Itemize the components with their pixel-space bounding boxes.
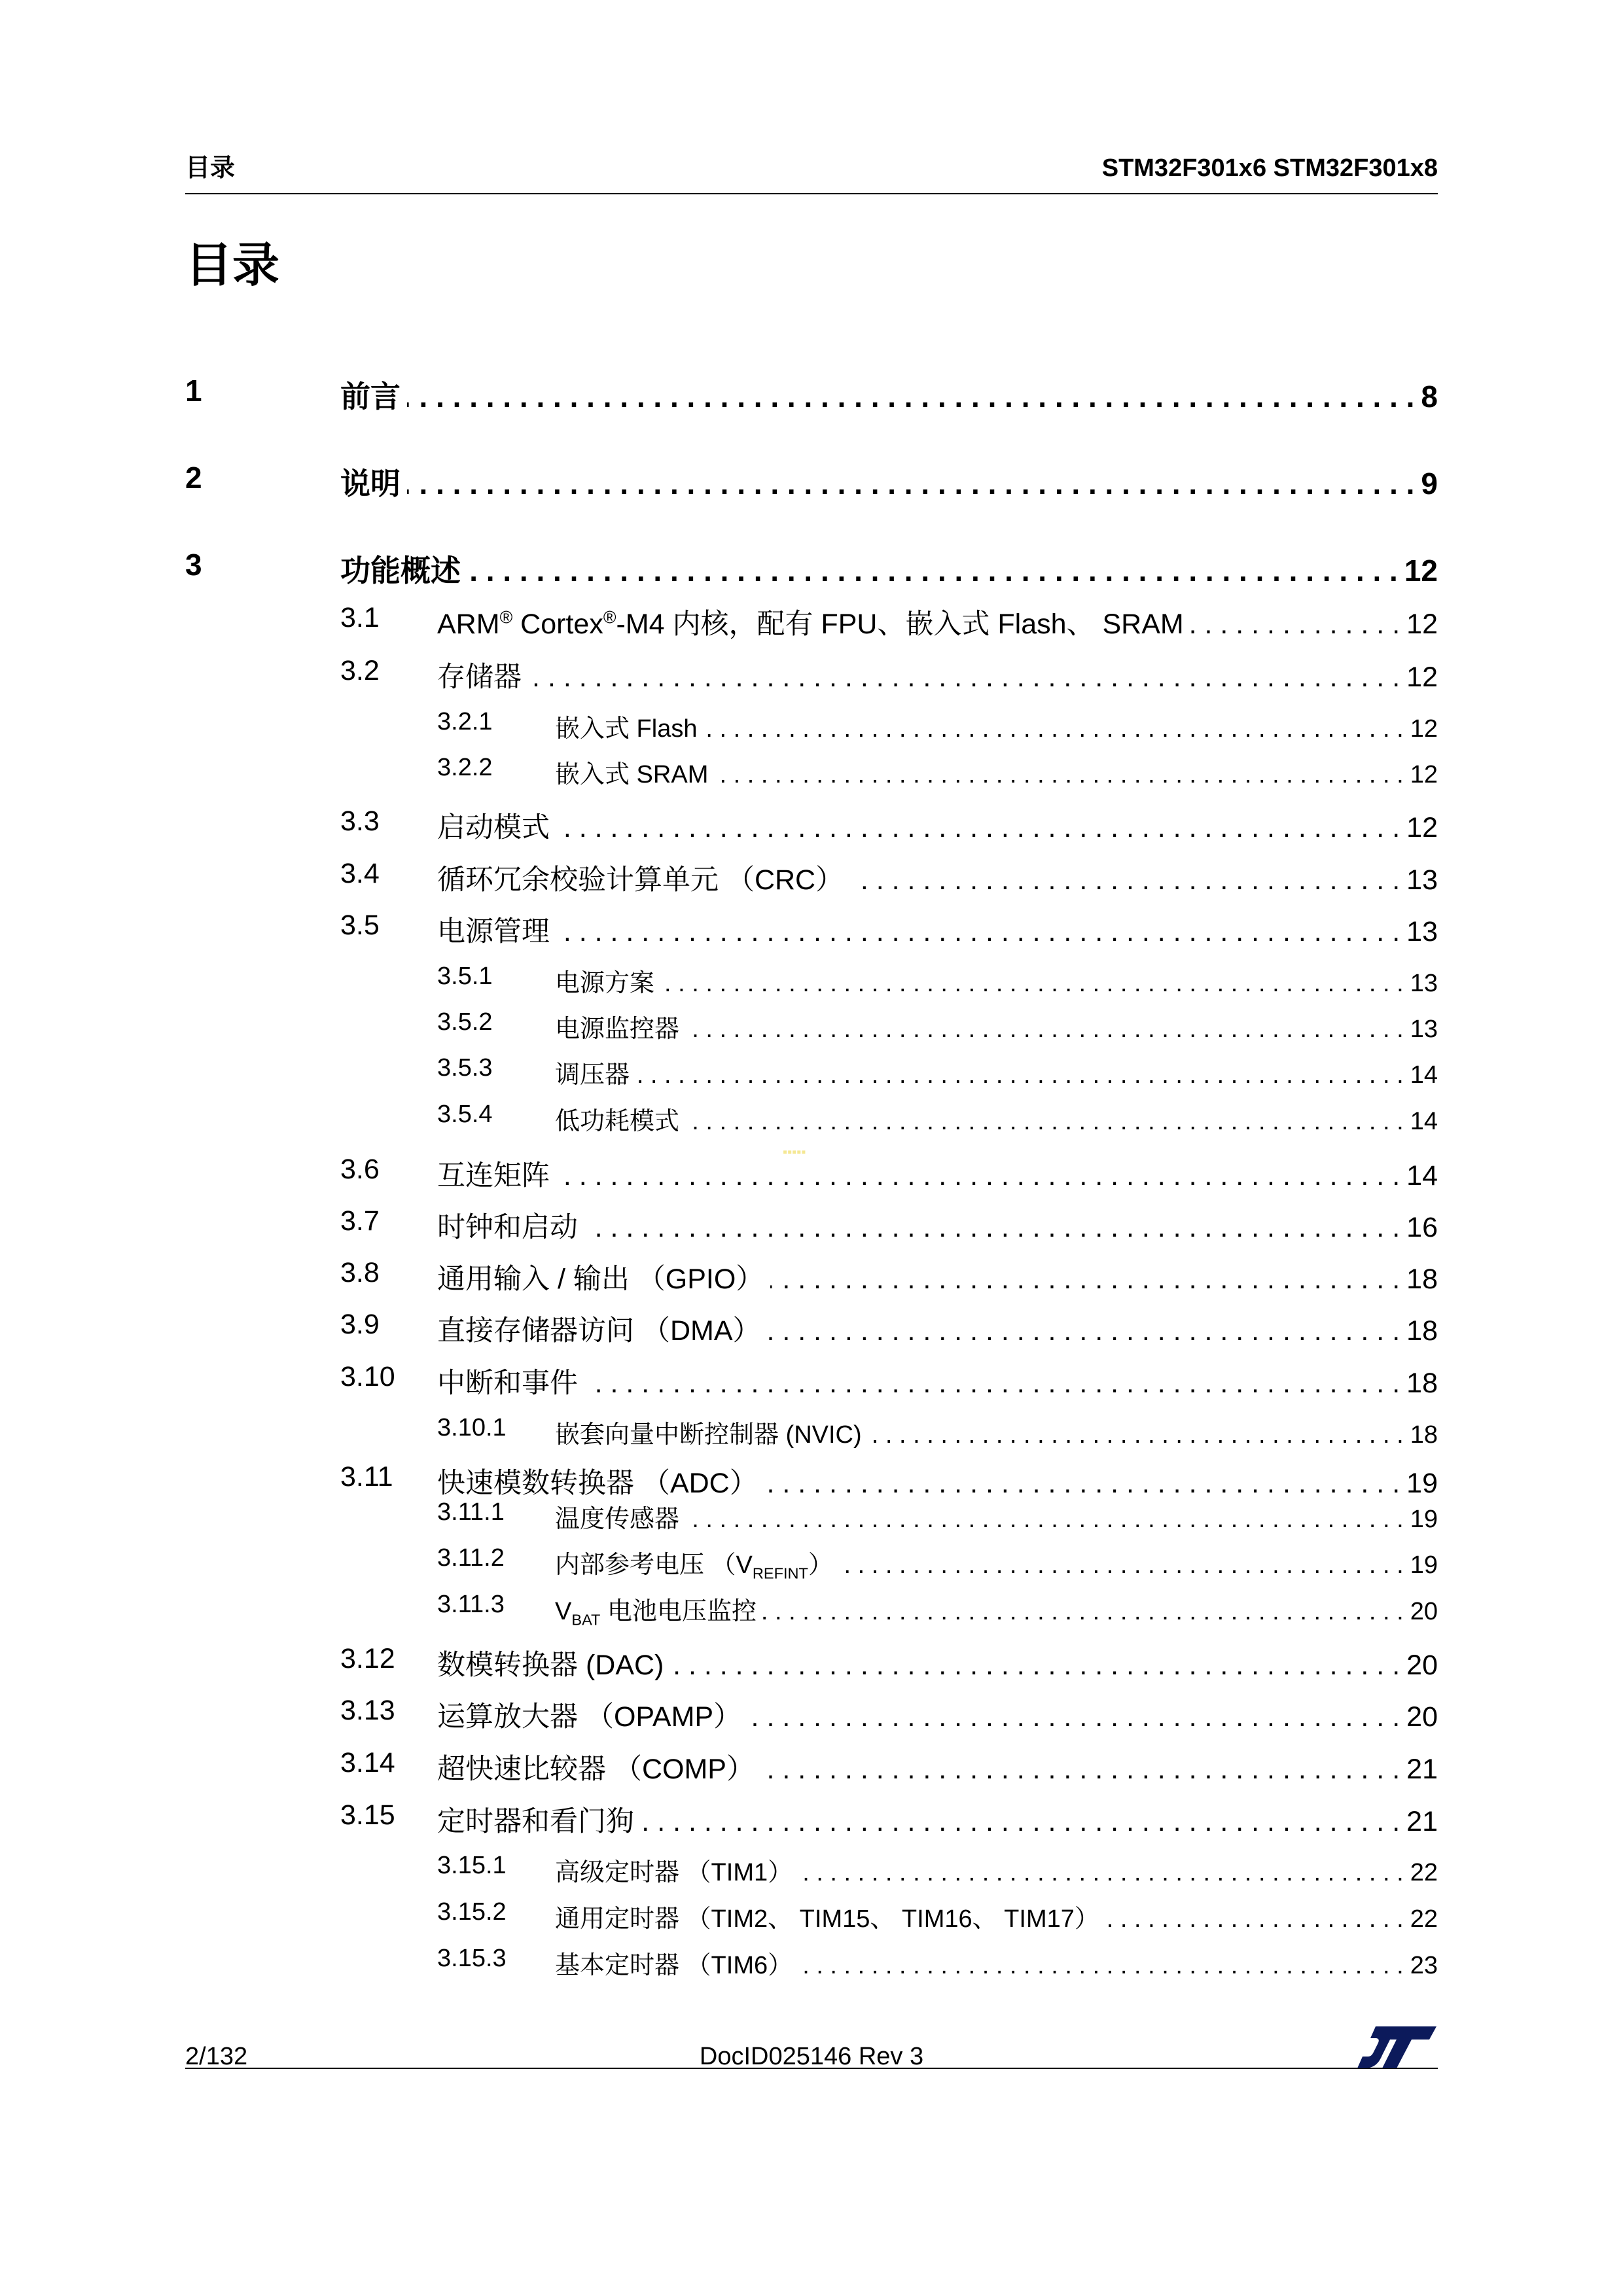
toc-number: 3.11.1 [437,1498,505,1526]
leader-dots [636,1061,1404,1089]
leader-dots [686,1016,1404,1044]
toc-label: 快速模数转换器 （ADC） [437,1468,758,1499]
toc-label: 循环冗余校验计算单元 （CRC） [437,864,844,896]
leader-dots [868,1421,1404,1449]
toc-number: 3.7 [340,1205,380,1237]
toc-entry[interactable] [555,1945,1438,1977]
toc-entry[interactable] [437,1361,1438,1398]
toc-label: 通用定时器 （TIM2、 TIM15、 TIM16、 TIM17） [555,1905,1099,1933]
leader-dots [704,715,1403,743]
toc-page: 12 [1406,662,1438,693]
leader-dots [556,1160,1400,1192]
toc-label: 嵌套向量中断控制器 (NVIC) [555,1421,862,1449]
leader-dots [799,1952,1404,1980]
leader-dots [748,1701,1400,1733]
toc-number: 3.10 [340,1361,395,1392]
toc-entry[interactable] [555,1852,1438,1884]
toc-page: 20 [1410,1598,1438,1625]
toc-label: 高级定时器 （TIM1） [555,1859,793,1886]
toc-number: 1 [185,374,202,408]
leader-dots [761,1754,1400,1786]
header-rule [185,193,1438,194]
leader-dots [686,1506,1404,1534]
leader-dots [715,761,1403,789]
toc-entry[interactable] [437,805,1438,842]
toc-number: 3.2.2 [437,754,493,781]
toc-entry[interactable] [437,1695,1438,1731]
toc-entry[interactable] [437,1205,1438,1242]
toc-page: 13 [1410,970,1438,997]
leader-dots [467,553,1398,588]
toc-entry[interactable] [555,1898,1438,1931]
toc-label: 基本定时器 （TIM6） [555,1952,793,1979]
toc-entry[interactable] [437,1257,1438,1294]
toc-page: 12 [1404,554,1438,588]
toc-label: 温度传感器 [555,1506,680,1533]
leader-dots [686,1108,1404,1136]
leader-dots [556,916,1400,948]
toc-page: 12 [1406,812,1438,843]
toc-label: 电源管理 [437,916,550,947]
toc-label: 直接存储器访问 （DMA） [437,1315,761,1347]
running-header-product: STM32F301x6 STM32F301x8 [1101,154,1438,182]
toc-page: 22 [1410,1859,1438,1886]
toc-entry[interactable] [555,1054,1438,1087]
toc-entry[interactable] [555,1544,1438,1582]
toc-number: 3.9 [340,1309,380,1340]
toc-label: 存储器 [437,662,522,693]
leader-dots [407,379,1414,414]
toc-label: 电源方案 [555,970,655,997]
toc-page: 16 [1406,1212,1438,1243]
toc-page: 21 [1406,1754,1438,1785]
toc-label: 互连矩阵 [437,1160,550,1192]
toc-number: 3.5.2 [437,1008,493,1036]
leader-dots [840,1551,1404,1580]
toc-entry[interactable] [555,754,1438,786]
leader-dots [584,1212,1400,1244]
toc-label: 数模转换器 (DAC) [437,1650,664,1681]
toc-label: $V_{BAT}$ 电池电压监控 [555,1598,757,1629]
toc-number: 3.5.4 [437,1101,493,1128]
page-title: 目录 [185,239,280,292]
toc-label: 时钟和启动 [437,1212,578,1243]
toc-number: 3.1 [340,602,380,633]
leader-dots [407,466,1414,501]
leader-dots [528,662,1400,694]
leader-dots [768,1315,1400,1347]
toc-number: 3.2 [340,655,380,686]
toc-page: 20 [1406,1650,1438,1681]
page-number: 2/132 [185,2043,248,2070]
watermark-stamp: ▪▪▪▪▪ [783,1145,806,1159]
toc-page: 9 [1421,467,1438,501]
toc-number: 3.11.2 [437,1544,505,1572]
toc-entry[interactable] [437,910,1438,946]
toc-entry[interactable] [437,602,1438,639]
toc-number: 3.10.1 [437,1414,507,1441]
toc-entry[interactable] [437,1309,1438,1345]
toc-number: 3.15.1 [437,1852,507,1879]
toc-entry[interactable] [555,1591,1438,1629]
toc-entry[interactable] [340,547,1438,586]
leader-dots [764,1468,1400,1500]
toc-page: 13 [1406,864,1438,896]
toc-label: 运算放大器 （OPAMP） [437,1701,742,1733]
toc-entry[interactable] [555,1414,1438,1447]
toc-number: 3.5.1 [437,963,493,990]
toc-entry[interactable] [437,1799,1438,1836]
document-id: DocID025146 Rev 3 [699,2043,924,2070]
toc-number: 3.3 [340,805,380,837]
leader-dots [670,1650,1400,1682]
toc-page: 12 [1410,761,1438,788]
toc-label: 嵌入式 SRAM [555,761,709,788]
toc-page: 22 [1410,1905,1438,1933]
toc-page: 14 [1406,1160,1438,1192]
toc-label: 通用输入 / 输出 （GPIO） [437,1263,764,1295]
toc-page: 18 [1410,1421,1438,1449]
toc-label: 低功耗模式 [555,1108,680,1135]
toc-page: 23 [1410,1952,1438,1979]
toc-label: 内部参考电压 $(V_{REFINT})$ [555,1551,833,1582]
toc-number: 3.5.3 [437,1054,493,1082]
toc-entry[interactable] [340,460,1438,499]
toc-entry[interactable] [437,655,1438,692]
toc-label: 超快速比较器 （COMP） [437,1754,755,1785]
toc-label: 中断和事件 [437,1368,578,1399]
toc-entry[interactable] [437,858,1438,894]
toc-page: 18 [1406,1368,1438,1399]
toc-number: 3.2.1 [437,708,493,735]
toc-entry[interactable] [555,963,1438,995]
toc-page: 18 [1406,1263,1438,1295]
toc-page: 13 [1410,1016,1438,1043]
toc-page: 21 [1406,1806,1438,1837]
toc-label: 定时器和看门狗 [437,1806,634,1837]
toc-number: 3.15.3 [437,1945,507,1972]
toc-page: 12 [1406,609,1438,640]
toc-page: 8 [1421,380,1438,414]
toc-entry[interactable] [340,373,1438,412]
toc-page: 20 [1406,1701,1438,1733]
toc-page: 19 [1410,1506,1438,1533]
toc-entry[interactable] [555,1498,1438,1531]
toc-number: 2 [185,461,202,495]
toc-page: 14 [1410,1061,1438,1089]
toc-page: 12 [1410,715,1438,743]
leader-dots [641,1806,1400,1838]
toc-label: 电源监控器 [555,1016,680,1043]
leader-dots [556,812,1400,844]
toc-entry[interactable] [437,1154,1438,1190]
toc-label: 嵌入式 Flash [555,715,698,743]
toc-entry[interactable] [437,1643,1438,1680]
leader-dots [770,1263,1400,1296]
toc-number: 3.6 [340,1154,380,1185]
leader-dots [584,1368,1400,1400]
leader-dots [763,1598,1404,1626]
toc-label: 启动模式 [437,812,550,843]
toc-number: 3.11 [340,1461,393,1492]
toc-page: 18 [1406,1315,1438,1347]
toc-page: 19 [1410,1551,1438,1579]
toc-number: 3.5 [340,910,380,941]
toc-entry[interactable] [437,1461,1438,1498]
leader-dots [1106,1905,1404,1934]
toc-label: 功能概述 [340,554,461,588]
toc-entry[interactable] [437,1747,1438,1784]
toc-entry[interactable] [555,1101,1438,1133]
toc-number: 3.14 [340,1747,395,1778]
toc-number: 3.8 [340,1257,380,1288]
toc-label: 调压器 [555,1061,630,1089]
toc-entry[interactable] [555,708,1438,741]
toc-number: 3.12 [340,1643,395,1674]
toc-number: 3.15 [340,1799,395,1831]
toc-entry[interactable] [555,1008,1438,1041]
st-logo-icon [1356,2025,1438,2070]
toc-number: 3.15.2 [437,1898,507,1926]
toc-label: 前言 [340,380,401,414]
leader-dots [661,970,1404,998]
toc-label: ARM® Cortex®-M4 内核，配有 FPU、嵌入式 Flash、 SRAM [437,607,1184,640]
toc-page: 14 [1410,1108,1438,1135]
toc-page: 13 [1406,916,1438,947]
toc-label: 说明 [340,467,401,501]
toc-number: 3.4 [340,858,380,889]
toc-page: 19 [1406,1468,1438,1499]
leader-dots [799,1859,1404,1887]
toc-number: 3.11.3 [437,1591,505,1618]
toc-number: 3.13 [340,1695,395,1726]
toc-number: 3 [185,548,202,582]
running-header-section: 目录 [185,154,236,182]
leader-dots [1190,609,1400,641]
leader-dots [850,864,1400,896]
